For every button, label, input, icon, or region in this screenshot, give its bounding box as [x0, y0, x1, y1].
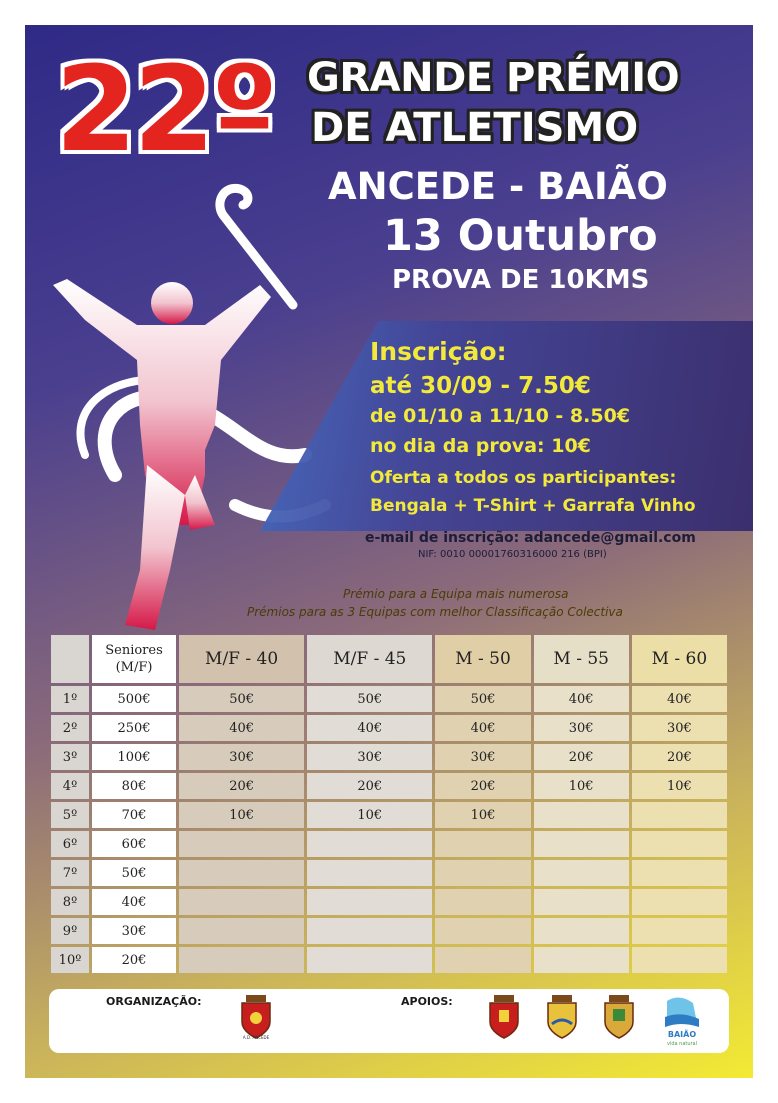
baiao-logo-tagline: vida natural [666, 1041, 698, 1047]
table-row [51, 715, 727, 741]
prize-position: 7º [51, 860, 89, 886]
prize-value [179, 947, 304, 973]
header-position [51, 635, 89, 683]
poster [25, 25, 753, 1078]
prize-value [307, 831, 432, 857]
price-raceday: no dia da prova: 10€ [370, 435, 591, 457]
prize-value [179, 831, 304, 857]
prize-value: 20€ [179, 773, 304, 799]
prize-value [307, 918, 432, 944]
prize-position: 8º [51, 889, 89, 915]
table-row [51, 947, 727, 973]
prize-value [307, 947, 432, 973]
table-row [51, 744, 727, 770]
header-m55: M - 55 [534, 635, 629, 683]
prize-value [435, 918, 530, 944]
prize-position: 4º [51, 773, 89, 799]
nif-number: NIF: 0010 00001760316000 216 (BPI) [418, 549, 607, 560]
prize-value: 20€ [435, 773, 530, 799]
prize-value [435, 860, 530, 886]
sponsor-crest-baiao-concelho [599, 994, 639, 1040]
prize-value [179, 889, 304, 915]
prize-value [307, 889, 432, 915]
prize-value [179, 918, 304, 944]
header-seniores [92, 635, 176, 683]
header-m60: M - 60 [632, 635, 727, 683]
prize-position: 6º [51, 831, 89, 857]
baiao-logo-text: BAIÃO [667, 1030, 697, 1039]
prize-value [307, 860, 432, 886]
prize-value: 80€ [92, 773, 176, 799]
team-prize-line-1: Prémio para a Equipa mais numerosa [343, 587, 569, 601]
prize-value: 50€ [435, 686, 530, 712]
prize-value: 40€ [632, 686, 727, 712]
header-m50: M - 50 [435, 635, 530, 683]
organizacao-label: ORGANIZAÇÃO: [106, 995, 202, 1008]
prize-value: 20€ [307, 773, 432, 799]
runner-illustration [45, 175, 335, 635]
prize-value [534, 802, 629, 828]
price-early: até 30/09 - 7.50€ [370, 373, 591, 399]
table-row [51, 860, 727, 886]
prize-value [632, 889, 727, 915]
prize-value [179, 860, 304, 886]
prize-value: 10€ [435, 802, 530, 828]
prize-value [632, 918, 727, 944]
race-distance: PROVA DE 10KMS [392, 265, 650, 295]
header-mf40: M/F - 40 [179, 635, 304, 683]
prize-position: 2º [51, 715, 89, 741]
offer-title: Oferta a todos os participantes: [370, 468, 677, 488]
registration-heading: Inscrição: [370, 337, 507, 366]
prize-value [534, 860, 629, 886]
header-mf45: M/F - 45 [307, 635, 432, 683]
location-title: ANCEDE - BAIÃO [328, 165, 668, 208]
apoios-label: APOIOS: [401, 995, 453, 1008]
prize-value: 30€ [92, 918, 176, 944]
title-line-1: GRANDE PRÉMIO [307, 55, 680, 101]
prize-value [632, 802, 727, 828]
table-row [51, 773, 727, 799]
prize-value [435, 831, 530, 857]
prize-position: 9º [51, 918, 89, 944]
prize-value: 20€ [632, 744, 727, 770]
prize-value [435, 889, 530, 915]
prize-value [435, 947, 530, 973]
prize-value: 30€ [632, 715, 727, 741]
sponsor-crest-ancede [484, 994, 524, 1040]
prize-value [534, 918, 629, 944]
prize-table [48, 632, 730, 976]
prize-value: 500€ [92, 686, 176, 712]
prize-value [534, 947, 629, 973]
title-line-2: DE ATLETISMO [311, 105, 639, 151]
footer-sponsors [49, 989, 729, 1053]
table-row [51, 889, 727, 915]
prize-value: 30€ [179, 744, 304, 770]
prize-value: 30€ [307, 744, 432, 770]
prize-value: 50€ [307, 686, 432, 712]
prize-value: 20€ [92, 947, 176, 973]
prize-value: 20€ [534, 744, 629, 770]
prize-table-header [51, 635, 727, 683]
prize-value: 10€ [307, 802, 432, 828]
sponsor-crest-zezere [542, 994, 582, 1040]
prize-value [632, 860, 727, 886]
organizer-crest-logo [236, 994, 276, 1040]
prize-value: 40€ [92, 889, 176, 915]
prize-value: 10€ [179, 802, 304, 828]
table-row [51, 686, 727, 712]
prize-value [534, 889, 629, 915]
edition-number: 22º [55, 40, 274, 178]
prize-value: 60€ [92, 831, 176, 857]
prize-value: 40€ [307, 715, 432, 741]
prize-value: 40€ [179, 715, 304, 741]
prize-value: 30€ [435, 744, 530, 770]
prize-value: 50€ [179, 686, 304, 712]
prize-value [632, 947, 727, 973]
prize-value: 10€ [534, 773, 629, 799]
price-late: de 01/10 a 11/10 - 8.50€ [370, 405, 631, 427]
prize-position: 5º [51, 802, 89, 828]
baiao-vida-natural-logo [657, 993, 707, 1049]
table-row [51, 831, 727, 857]
prize-value: 250€ [92, 715, 176, 741]
race-date: 13 Outubro [383, 211, 658, 261]
prize-value: 40€ [534, 686, 629, 712]
prize-value [632, 831, 727, 857]
table-row [51, 802, 727, 828]
prize-value: 50€ [92, 860, 176, 886]
prize-position: 10º [51, 947, 89, 973]
organizer-crest-text: A.D. ANCEDE [242, 1035, 270, 1040]
prize-value: 10€ [632, 773, 727, 799]
prize-value: 40€ [435, 715, 530, 741]
header-seniores-l2: (M/F) [115, 660, 153, 675]
prize-position: 3º [51, 744, 89, 770]
team-prize-line-2: Prémios para as 3 Equipas com melhor Classificação Colectiva [247, 605, 623, 619]
header-seniores-l1: Seniores [105, 643, 163, 658]
prize-position: 1º [51, 686, 89, 712]
offer-items: Bengala + T-Shirt + Garrafa Vinho [370, 496, 696, 516]
registration-email: e-mail de inscrição: adancede@gmail.com [365, 530, 696, 546]
prize-value: 100€ [92, 744, 176, 770]
table-row [51, 918, 727, 944]
prize-value [534, 831, 629, 857]
prize-value: 30€ [534, 715, 629, 741]
prize-value: 70€ [92, 802, 176, 828]
